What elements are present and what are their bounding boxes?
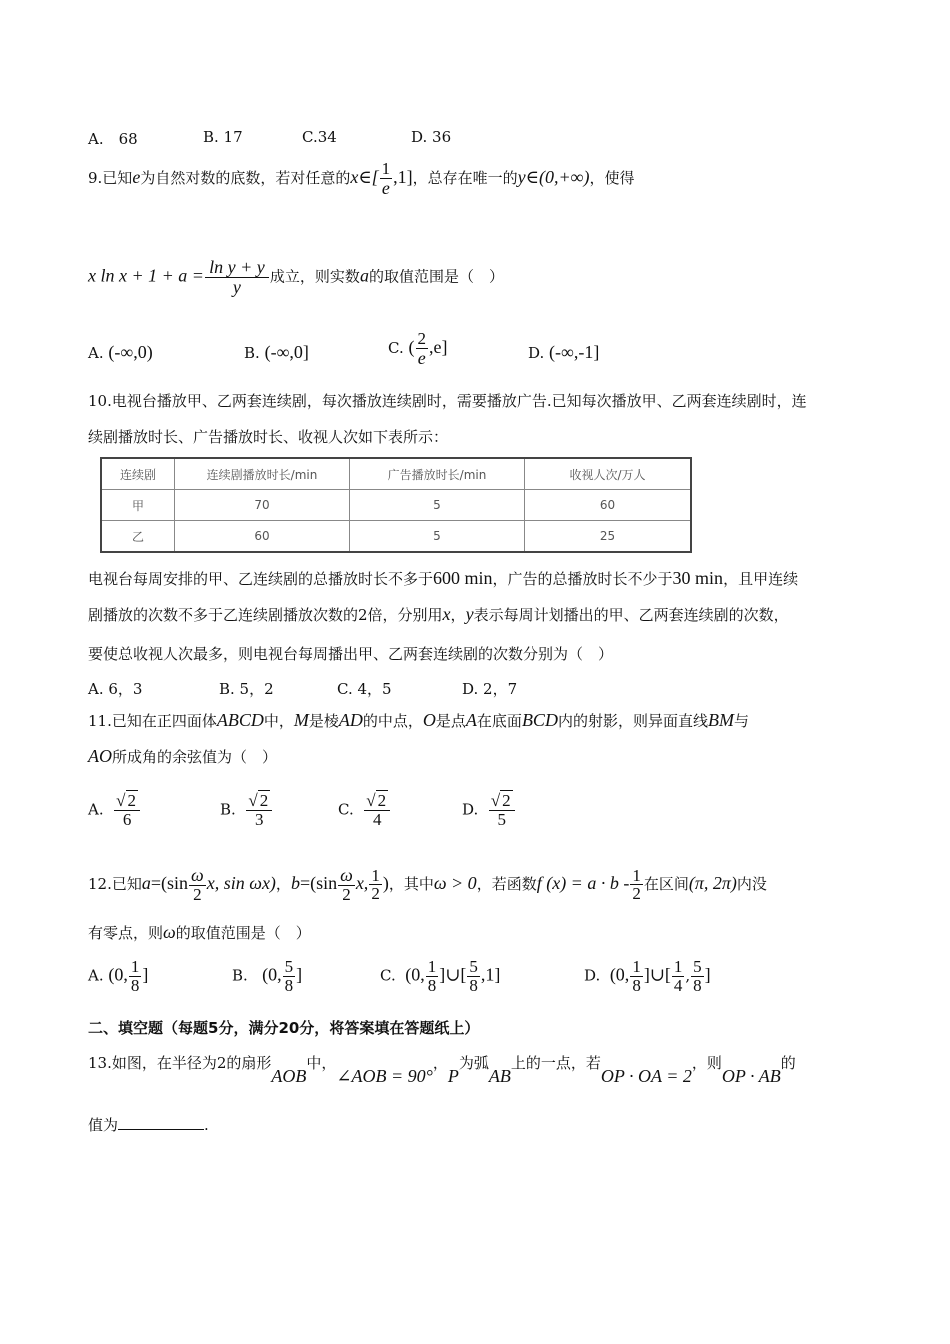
table-cell: 70 — [175, 490, 350, 521]
q13-stem-line2: 值为 . — [88, 1116, 209, 1134]
q10-stem-line1: 10.电视台播放甲、乙两套连续剧，每次播放连续剧时，需要播放广告.已知每次播放甲、乙两套连续剧时，连 — [88, 392, 807, 410]
q8-option-d: D. 36 — [411, 128, 452, 146]
table-header-row — [101, 458, 691, 490]
q10-paragraph-3: 要使总收视人次最多，则电视台每周播出甲、乙两套连续剧的次数分别为（ ） — [88, 645, 614, 663]
q11-option-d: D. $\frac{√ 2}{5}$ — [462, 792, 516, 829]
q9-option-a: A. (-∞,0) — [88, 342, 153, 362]
table-header: 连续剧 — [101, 458, 175, 490]
q10-option-d: D. 2，7 — [462, 680, 518, 698]
q11-option-b: B. $\frac{√ 2}{3}$ — [220, 792, 273, 829]
q11-option-c: C. $\frac{√ 2}{4}$ — [338, 792, 391, 829]
table-cell: 60 — [525, 490, 692, 521]
table-cell: 25 — [525, 521, 692, 553]
q12-option-b: B. (0, $\frac{5}{8}$ ] — [232, 957, 303, 995]
q8-option-b: B. 17 — [203, 128, 243, 146]
q8-option-c: C.34 — [302, 128, 337, 146]
table-cell: 5 — [350, 521, 525, 553]
q11-stem-line2: AO所成角的余弦值为（ ） — [88, 746, 278, 766]
table-cell: 甲 — [101, 490, 175, 521]
q9-option-c: C. ( $\frac{2}{e}$ ,e] — [388, 329, 448, 368]
q10-paragraph-1: 电视台每周安排的甲、乙连续剧的总播放时长不多于600 min，广告的总播放时长不少于30 min，且甲连续 — [88, 568, 799, 588]
q12-option-c: C. (0, $\frac{1}{8}$ ]∪[ $\frac{5}{8}$ ,1] — [380, 957, 501, 995]
q12-option-d: D. (0, $\frac{1}{8}$ ]∪[ $\frac{1}{4}$ , $\frac{5}{8}$ ] — [584, 957, 711, 995]
table-row — [101, 521, 691, 553]
q8-option-a: A. 68 — [88, 130, 138, 148]
q10-option-c: C. 4，5 — [337, 680, 392, 698]
q10-table — [100, 457, 692, 553]
table-row — [101, 490, 691, 521]
q9-option-b: B. (-∞,0] — [244, 342, 309, 362]
table-header: 广告播放时长/min — [350, 458, 525, 490]
q12-option-a: A. (0, $\frac{1}{8}$ ] — [88, 957, 149, 995]
q13-stem-line1: 13.如图，在半径为2的扇形AOB中，∠AOB = 90°，P为弧AB上的一点，若OP · OA = 2，则OP · AB的 — [88, 1054, 796, 1086]
q12-stem-line1: 12.已知a=(sin $\frac{\omega}{2}$ x, sin ωx)，b=(sin $\frac{\omega}{2}$ x, $\frac{1}{2}$ )，其中ω > 0，若函数f (x) = a · b - $\frac{1}{2}$ 在区间(π, 2π)内没 — [88, 865, 767, 904]
section-title: 二、填空题（每题5分，满分20分，将答案填在答题纸上） — [88, 1019, 480, 1037]
q9-equation: x ln x + 1 + a = $\frac{\text{ln y + y}}{y}$ 成立，则实数a的取值范围是（ ） — [88, 257, 504, 297]
q9-stem: 9.已知e为自然对数的底数，若对任意的x∈[ $\frac{1}{e}$ ,1]，总存在唯一的y∈(0,+∞)，使得 — [88, 159, 635, 198]
q10-option-b: B. 5，2 — [219, 680, 274, 698]
table-cell: 乙 — [101, 521, 175, 553]
q12-stem-line2: 有零点，则ω的取值范围是（ ） — [88, 922, 311, 942]
table-header: 连续剧播放时长/min — [175, 458, 350, 490]
q11-option-a: A. $\frac{√ 2}{6}$ — [88, 792, 141, 829]
q10-paragraph-2: 剧播放的次数不多于乙连续剧播放次数的2倍，分别用x，y表示每周计划播出的甲、乙两套连续剧的次数， — [88, 604, 789, 624]
q11-stem-line1: 11.已知在正四面体ABCD中，M是棱AD的中点，O是点A在底面BCD内的射影，则异面直线BM与 — [88, 710, 749, 730]
table-header: 收视人次/万人 — [525, 458, 692, 490]
q10-option-a: A. 6，3 — [88, 680, 143, 698]
q10-stem-line2: 续剧播放时长、广告播放时长、收视人次如下表所示： — [88, 428, 449, 446]
answer-blank[interactable] — [118, 1115, 204, 1130]
table-cell: 5 — [350, 490, 525, 521]
table-cell: 60 — [175, 521, 350, 553]
q9-option-d: D. (-∞,-1] — [528, 342, 600, 362]
